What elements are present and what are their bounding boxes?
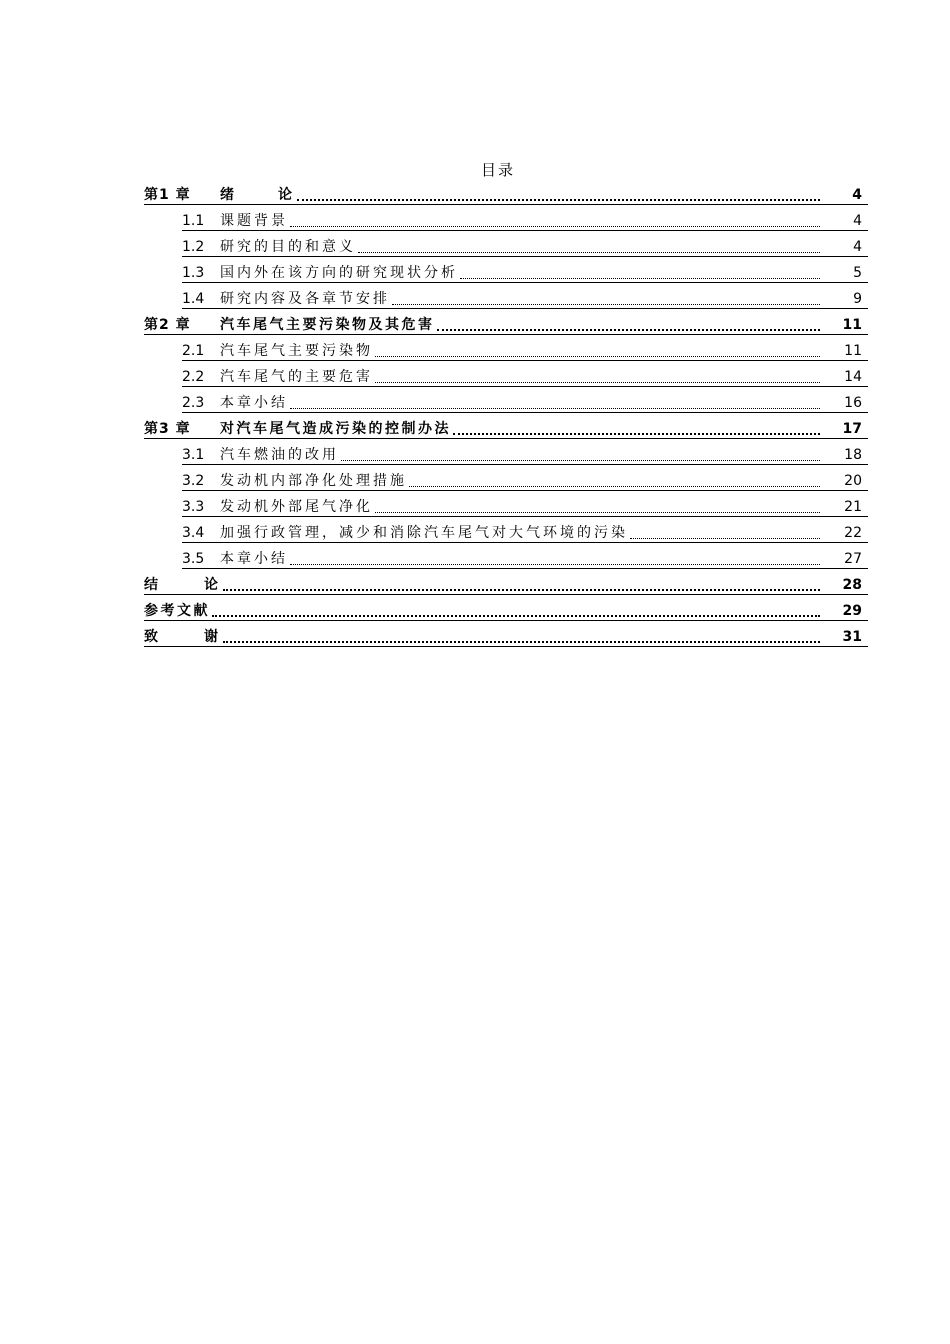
toc-dot-leader: [358, 242, 820, 253]
toc-entry-number: 2.1: [182, 343, 205, 359]
toc-entry-number: 1.4: [182, 291, 205, 307]
toc-entry-number: 2.3: [182, 395, 205, 411]
toc-entry-page: 14: [844, 369, 862, 385]
toc-entry-1-2[interactable]: [144, 234, 868, 260]
toc-entry-chapter-3[interactable]: [144, 416, 868, 442]
toc-entry-page: 11: [842, 317, 862, 333]
toc-entry-label: 研究内容及各章节安排: [220, 291, 390, 307]
toc-entry-label: 致 谢: [144, 629, 221, 645]
toc-entry-3-2[interactable]: [144, 468, 868, 494]
toc-entry-conclusion[interactable]: [144, 572, 868, 598]
toc-entry-label: 发动机内部净化处理措施: [220, 473, 407, 489]
toc-dot-leader: [223, 631, 821, 643]
toc-entry-label: 加强行政管理，减少和消除汽车尾气对大气环境的污染: [220, 525, 628, 541]
toc-dot-leader: [290, 398, 820, 409]
toc-entry-page: 31: [842, 629, 862, 645]
toc-entry-number: 2.2: [182, 369, 205, 385]
toc-entry-label: 结 论: [144, 577, 221, 593]
toc-entry-label: 参考文献: [144, 603, 210, 619]
toc-dot-leader: [212, 605, 820, 617]
toc-dot-leader: [375, 372, 820, 383]
toc-dot-leader: [460, 268, 820, 279]
toc-entry-number: 第1 章: [144, 187, 191, 203]
toc-entry-acknowledgements[interactable]: [144, 624, 868, 650]
toc-title: 目录: [480, 161, 515, 179]
toc-entry-number: 3.1: [182, 447, 205, 463]
toc-entry-page: 4: [853, 239, 862, 255]
toc-entry-3-3[interactable]: [144, 494, 868, 520]
toc-dot-leader: [437, 319, 821, 331]
toc-entry-page: 16: [844, 395, 862, 411]
toc-entry-page: 17: [842, 421, 862, 437]
toc-entry-chapter-1[interactable]: [144, 182, 868, 208]
toc-entry-label: 研究的目的和意义: [220, 239, 356, 255]
toc-entry-page: 18: [844, 447, 862, 463]
toc-dot-leader: [375, 502, 820, 513]
toc-entry-references[interactable]: [144, 598, 868, 624]
toc-entry-3-4[interactable]: [144, 520, 868, 546]
toc-entry-label: 汽车燃油的改用: [220, 447, 339, 463]
toc-entry-page: 20: [844, 473, 862, 489]
toc-entry-3-5[interactable]: [144, 546, 868, 572]
toc-entry-2-1[interactable]: [144, 338, 868, 364]
toc-entry-number: 1.1: [182, 213, 205, 229]
toc-entry-number: 3.5: [182, 551, 205, 567]
toc-entry-label: 对汽车尾气造成污染的控制办法: [220, 421, 451, 437]
toc-entry-1-4[interactable]: [144, 286, 868, 312]
toc-dot-leader: [290, 554, 820, 565]
toc-entry-number: 3.3: [182, 499, 205, 515]
toc-entry-label: 汽车尾气主要污染物及其危害: [220, 317, 435, 333]
toc-dot-leader: [392, 294, 820, 305]
toc-entry-label: 本章小结: [220, 551, 288, 567]
toc-dot-leader: [223, 579, 821, 591]
toc-entry-1-1[interactable]: [144, 208, 868, 234]
toc-entry-page: 5: [853, 265, 862, 281]
toc-entry-label: 汽车尾气的主要危害: [220, 369, 373, 385]
toc-entry-chapter-2[interactable]: [144, 312, 868, 338]
toc-dot-leader: [290, 216, 820, 227]
toc-entry-page: 9: [853, 291, 862, 307]
toc-dot-leader: [375, 346, 820, 357]
toc-entry-number: 第3 章: [144, 421, 191, 437]
toc-dot-leader: [630, 528, 820, 539]
toc-entry-label: 本章小结: [220, 395, 288, 411]
table-of-contents: [144, 182, 868, 650]
toc-entry-2-2[interactable]: [144, 364, 868, 390]
toc-entry-label: 发动机外部尾气净化: [220, 499, 373, 515]
toc-entry-label: 课题背景: [220, 213, 288, 229]
toc-entry-number: 1.2: [182, 239, 205, 255]
toc-entry-page: 29: [842, 603, 862, 619]
toc-entry-1-3[interactable]: [144, 260, 868, 286]
toc-dot-leader: [409, 476, 820, 487]
toc-entry-page: 22: [844, 525, 862, 541]
toc-dot-leader: [453, 423, 820, 435]
toc-entry-page: 4: [852, 187, 862, 203]
toc-entry-page: 4: [853, 213, 862, 229]
toc-entry-label: 绪 论: [220, 187, 295, 203]
toc-entry-3-1[interactable]: [144, 442, 868, 468]
toc-entry-number: 3.2: [182, 473, 205, 489]
toc-entry-label: 汽车尾气主要污染物: [220, 343, 373, 359]
toc-entry-number: 第2 章: [144, 317, 191, 333]
toc-entry-page: 21: [844, 499, 862, 515]
toc-entry-page: 28: [842, 577, 862, 593]
toc-entry-page: 11: [844, 343, 862, 359]
toc-entry-2-3[interactable]: [144, 390, 868, 416]
toc-entry-page: 27: [844, 551, 862, 567]
toc-entry-label: 国内外在该方向的研究现状分析: [220, 265, 458, 281]
toc-entry-number: 3.4: [182, 525, 205, 541]
toc-dot-leader: [297, 189, 821, 201]
toc-entry-number: 1.3: [182, 265, 205, 281]
toc-dot-leader: [341, 450, 820, 461]
